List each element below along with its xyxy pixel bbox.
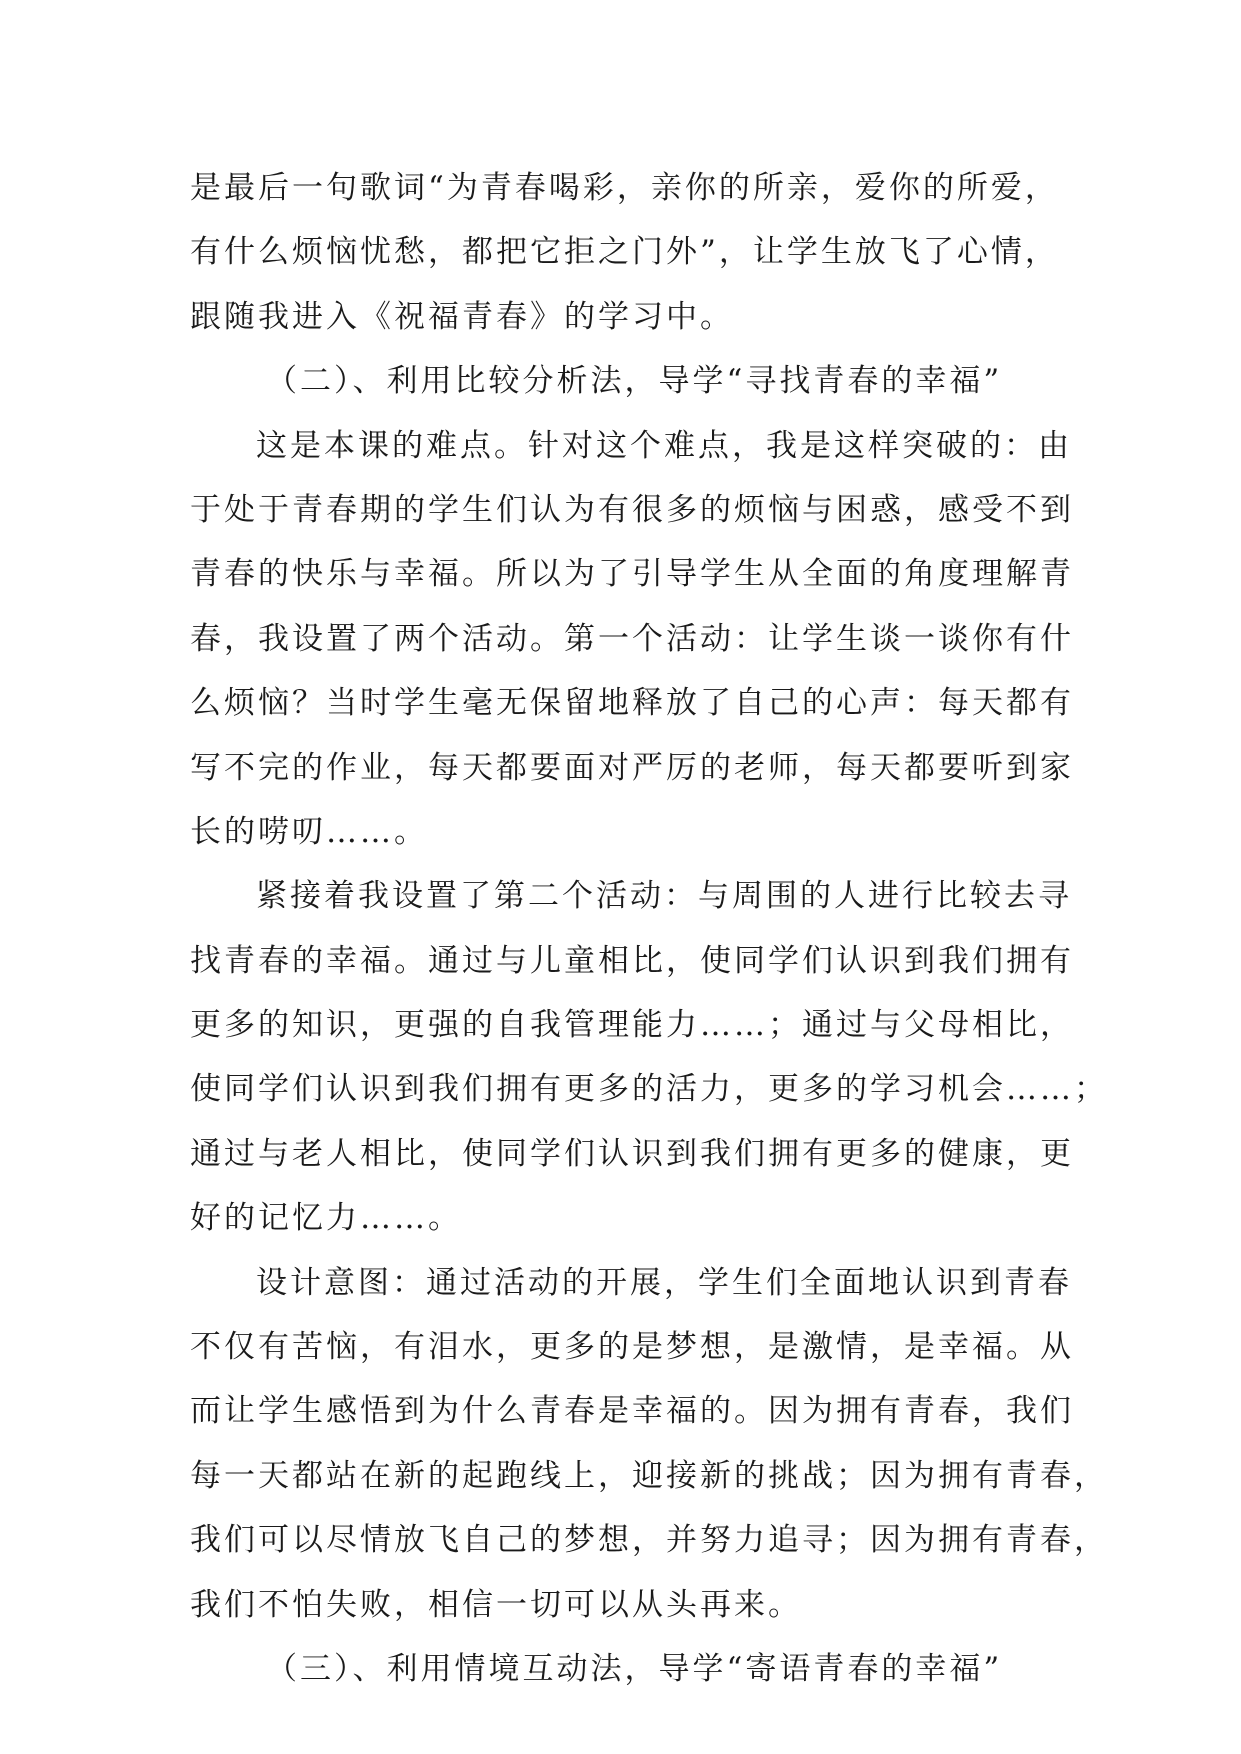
- section-heading-line: （三）、利用情境互动法，导学“寄语青春的幸福”: [266, 1650, 1003, 1687]
- paragraph-line: 这是本课的难点。针对这个难点，我是这样突破的：由: [256, 427, 1072, 464]
- paragraph-line: 更多的知识，更强的自我管理能力……；通过与父母相比，: [190, 1007, 1074, 1044]
- paragraph-line: 有什么烦恼忧愁，都把它拒之门外”，让学生放飞了心情，: [190, 234, 1059, 271]
- paragraph-line: 于处于青春期的学生们认为有很多的烦恼与困惑，感受不到: [190, 491, 1074, 528]
- paragraph-line: 春，我设置了两个活动。第一个活动：让学生谈一谈你有什: [190, 620, 1074, 657]
- paragraph-line: 设计意图：通过活动的开展，学生们全面地认识到青春: [256, 1264, 1072, 1301]
- paragraph-line: 而让学生感悟到为什么青春是幸福的。因为拥有青春，我们: [190, 1393, 1074, 1430]
- paragraph-line: 是最后一句歌词“为青春喝彩，亲你的所亲，爱你的所爱，: [190, 170, 1059, 206]
- paragraph-line: 通过与老人相比，使同学们认识到我们拥有更多的健康，更: [190, 1135, 1074, 1172]
- section-heading-line: （二）、利用比较分析法，导学“寻找青春的幸福”: [266, 363, 1003, 400]
- paragraph-line: 跟随我进入《祝福青春》的学习中。: [190, 298, 734, 335]
- paragraph-line: 么烦恼？当时学生毫无保留地释放了自己的心声：每天都有: [190, 685, 1074, 722]
- paragraph-line: 每一天都站在新的起跑线上，迎接新的挑战；因为拥有青春，: [190, 1457, 1108, 1494]
- paragraph-line: 青春的快乐与幸福。所以为了引导学生从全面的角度理解青: [190, 556, 1074, 593]
- paragraph-line: 使同学们认识到我们拥有更多的活力，更多的学习机会……；: [190, 1071, 1108, 1108]
- paragraph-line: 长的唠叨……。: [190, 813, 428, 850]
- paragraph-line: 紧接着我设置了第二个活动：与周围的人进行比较去寻: [256, 878, 1072, 915]
- document-body: [190, 156, 1108, 1701]
- paragraph-line: 我们不怕失败，相信一切可以从头再来。: [190, 1586, 802, 1623]
- paragraph-line: 写不完的作业，每天都要面对严厉的老师，每天都要听到家: [190, 749, 1074, 786]
- paragraph-line: 我们可以尽情放飞自己的梦想，并努力追寻；因为拥有青春，: [190, 1522, 1108, 1559]
- paragraph-line: 找青春的幸福。通过与儿童相比，使同学们认识到我们拥有: [190, 942, 1074, 979]
- paragraph-line: 不仅有苦恼，有泪水，更多的是梦想，是激情，是幸福。从: [190, 1329, 1074, 1366]
- paragraph-line: 好的记忆力……。: [190, 1200, 462, 1237]
